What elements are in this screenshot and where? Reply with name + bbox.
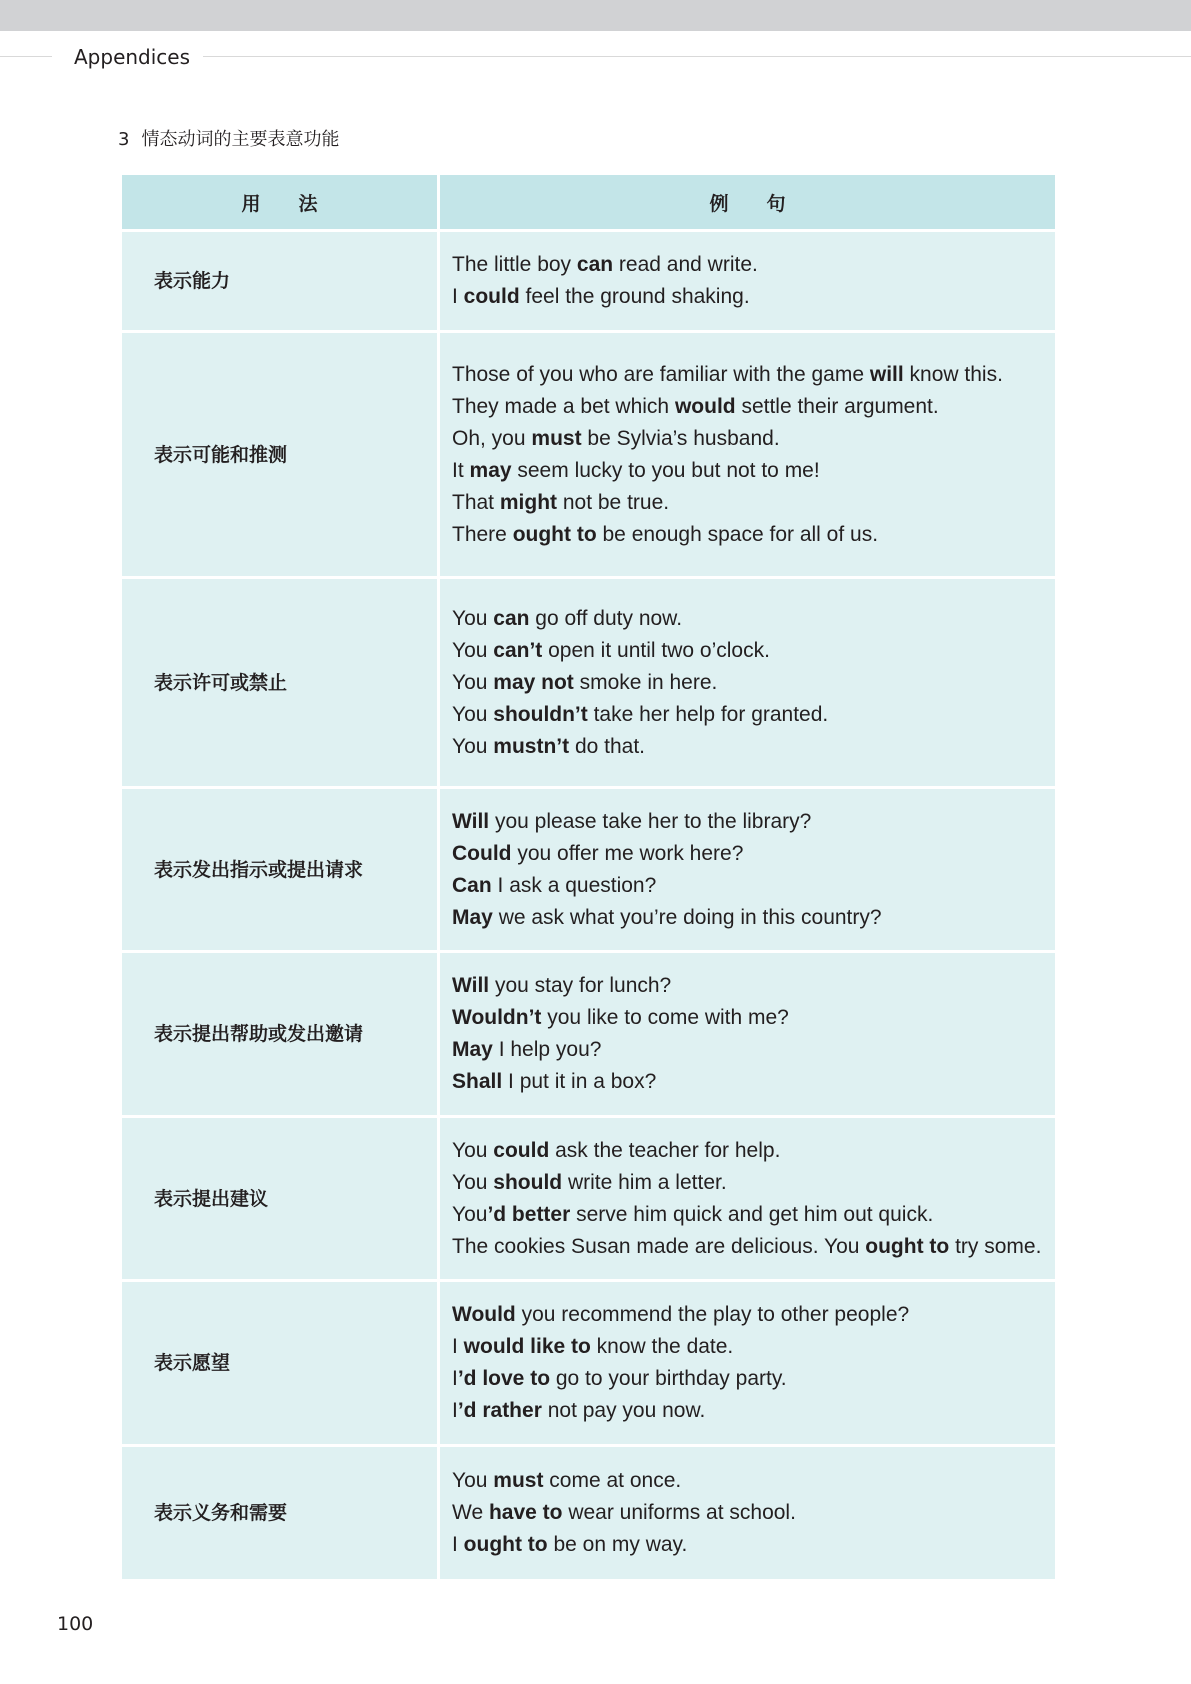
table-header-row xyxy=(121,174,1057,231)
modal-verb: can xyxy=(576,253,614,276)
sentence-text: I put it in a box? xyxy=(502,1070,657,1093)
example-sentence xyxy=(452,870,1055,902)
sentence-text: The little boy xyxy=(452,253,577,276)
sentence-text: you recommend the play to other people? xyxy=(515,1303,910,1326)
sentence-text: I ask a question? xyxy=(491,873,657,897)
example-sentence xyxy=(452,1497,1055,1529)
sentence-text: write him a letter. xyxy=(562,1170,727,1194)
usage-cell: 表示愿望 xyxy=(121,1281,439,1446)
modal-verb: can xyxy=(493,606,530,630)
sentence-text: open it until two o’clock. xyxy=(542,638,770,662)
modal-verb: can’t xyxy=(493,638,543,662)
sentence-text: Oh, you xyxy=(452,426,532,450)
modal-verb: Would xyxy=(452,1303,516,1326)
modal-verb: Will xyxy=(452,974,490,997)
sentence-text: You xyxy=(452,638,494,662)
modal-verb: Can xyxy=(452,873,492,897)
table-row xyxy=(121,231,1057,332)
example-sentence xyxy=(452,1167,1055,1199)
sentence-text: go to your birthday party. xyxy=(550,1367,787,1390)
example-sentence xyxy=(452,806,1055,838)
example-sentence xyxy=(452,249,1055,281)
table-row xyxy=(121,952,1057,1117)
example-sentence xyxy=(452,1199,1055,1231)
modal-verbs-table xyxy=(119,172,1058,1582)
modal-verb: could xyxy=(463,285,520,308)
modal-verb: shouldn’t xyxy=(493,702,588,726)
modal-verb: ought to xyxy=(463,1533,548,1556)
sentence-text: That xyxy=(452,490,500,514)
modal-verb: May xyxy=(452,905,493,929)
sentence-text: not pay you now. xyxy=(541,1399,706,1422)
sentence-text: read and write. xyxy=(613,253,758,276)
example-sentence xyxy=(452,838,1055,870)
sentence-text: smoke in here. xyxy=(573,670,718,694)
sentence-text: You xyxy=(452,1170,494,1194)
sentence-text: You xyxy=(452,1138,494,1162)
modal-verb: ’d rather xyxy=(457,1399,542,1422)
modal-verb: Could xyxy=(452,841,512,865)
example-sentence xyxy=(452,1034,1055,1066)
examples-cell xyxy=(439,578,1057,788)
sentence-text: We xyxy=(452,1501,489,1524)
sentence-text: You xyxy=(452,670,494,694)
examples-cell xyxy=(439,332,1057,578)
sentence-text: The cookies Susan made are delicious. You xyxy=(452,1234,866,1258)
example-sentence xyxy=(452,1299,1055,1331)
example-sentence xyxy=(452,1331,1055,1363)
sentence-text: seem lucky to you but not to me! xyxy=(511,458,820,482)
sentence-text: I xyxy=(452,1367,458,1390)
sentence-text: be enough space for all of us. xyxy=(596,522,879,546)
usage-cell: 表示许可或禁止 xyxy=(121,578,439,788)
modal-verb: ought to xyxy=(865,1234,950,1258)
table-row xyxy=(121,1281,1057,1446)
example-sentence xyxy=(452,423,1055,455)
sentence-text: ask the teacher for help. xyxy=(549,1138,781,1162)
example-sentence xyxy=(452,970,1055,1002)
modal-verb: would xyxy=(674,394,736,418)
sentence-text: I xyxy=(452,1399,458,1422)
modal-verb: must xyxy=(531,426,582,450)
usage-cell: 表示义务和需要 xyxy=(121,1446,439,1581)
sentence-text: settle their argument. xyxy=(735,394,939,418)
sentence-text: take her help for granted. xyxy=(587,702,829,726)
sentence-text: You xyxy=(452,1469,494,1492)
sentence-text: You xyxy=(452,606,494,630)
modal-verb: would like to xyxy=(463,1335,591,1358)
examples-cell xyxy=(439,1281,1057,1446)
sentence-text: try some. xyxy=(949,1234,1042,1258)
sentence-text: I xyxy=(452,285,464,308)
sentence-text: feel the ground shaking. xyxy=(519,285,750,308)
modal-verb: should xyxy=(493,1170,563,1194)
sentence-text: you offer me work here? xyxy=(511,841,744,865)
sentence-text: They made a bet which xyxy=(452,394,675,418)
usage-cell: 表示提出帮助或发出邀请 xyxy=(121,952,439,1117)
sentence-text: wear uniforms at school. xyxy=(562,1501,796,1524)
example-sentence xyxy=(452,1363,1055,1395)
sentence-text: you stay for lunch? xyxy=(489,974,672,997)
sentence-text: You xyxy=(452,702,494,726)
table-row xyxy=(121,332,1057,578)
sentence-text: be Sylvia’s husband. xyxy=(581,426,780,450)
example-sentence xyxy=(452,635,1055,667)
example-sentence xyxy=(452,1465,1055,1497)
examples-column-header: 例 句 xyxy=(439,174,1057,231)
usage-cell: 表示能力 xyxy=(121,231,439,332)
modal-verb: will xyxy=(869,362,904,386)
usage-cell: 表示可能和推测 xyxy=(121,332,439,578)
modal-verb: mustn’t xyxy=(493,734,570,758)
example-sentence xyxy=(452,1002,1055,1034)
modal-verb: Wouldn’t xyxy=(452,1006,542,1029)
top-band xyxy=(0,0,1191,31)
modal-verb: ’d love to xyxy=(457,1367,551,1390)
modal-verb: ought to xyxy=(512,522,597,546)
example-sentence xyxy=(452,603,1055,635)
table-row xyxy=(121,1446,1057,1581)
example-sentence xyxy=(452,391,1055,423)
sentence-text: There xyxy=(452,522,513,546)
example-sentence xyxy=(452,519,1055,551)
sentence-text: come at once. xyxy=(543,1469,682,1492)
usage-cell: 表示发出指示或提出请求 xyxy=(121,788,439,952)
sentence-text: You xyxy=(452,734,494,758)
modal-verb: May xyxy=(452,1038,493,1061)
sentence-text: Those of you who are familiar with the game xyxy=(452,362,870,386)
section-number: 3 xyxy=(118,129,130,150)
examples-cell xyxy=(439,231,1057,332)
example-sentence xyxy=(452,359,1055,391)
example-sentence xyxy=(452,1529,1055,1561)
modal-verb: have to xyxy=(488,1501,563,1524)
sentence-text: you like to come with me? xyxy=(541,1006,789,1029)
examples-cell xyxy=(439,1117,1057,1281)
table-row xyxy=(121,788,1057,952)
modal-verb: Will xyxy=(452,809,490,833)
example-sentence xyxy=(452,487,1055,519)
modal-verb: may not xyxy=(493,670,574,694)
sentence-text: It xyxy=(452,458,470,482)
modal-verb: must xyxy=(493,1469,544,1492)
sentence-text: I xyxy=(452,1533,464,1556)
example-sentence xyxy=(452,281,1055,313)
examples-cell xyxy=(439,1446,1057,1581)
table-row xyxy=(121,1117,1057,1281)
example-sentence xyxy=(452,699,1055,731)
page-number: 100 xyxy=(57,1613,94,1635)
sentence-text: know this. xyxy=(903,362,1003,386)
example-sentence xyxy=(452,1395,1055,1427)
table-row xyxy=(121,578,1057,788)
sentence-text: we ask what you’re doing in this country? xyxy=(492,905,882,929)
modal-verb: ’d better xyxy=(487,1202,571,1226)
modal-verb: could xyxy=(493,1138,550,1162)
sentence-text: do that. xyxy=(569,734,645,758)
sentence-text: I xyxy=(452,1335,464,1358)
sentence-text: know the date. xyxy=(590,1335,734,1358)
modal-verb: might xyxy=(499,490,558,514)
example-sentence xyxy=(452,455,1055,487)
example-sentence xyxy=(452,1135,1055,1167)
modal-verb: Shall xyxy=(452,1070,503,1093)
header-rule-right xyxy=(203,56,1191,57)
examples-cell xyxy=(439,788,1057,952)
usage-column-header: 用 法 xyxy=(121,174,439,231)
examples-cell xyxy=(439,952,1057,1117)
section-heading xyxy=(118,127,339,153)
sentence-text: not be true. xyxy=(557,490,670,514)
header-rule-left xyxy=(0,56,52,57)
sentence-text: I help you? xyxy=(492,1038,602,1061)
modal-verb: may xyxy=(469,458,512,482)
example-sentence xyxy=(452,667,1055,699)
sentence-text: serve him quick and get him out quick. xyxy=(570,1202,934,1226)
section-title: 情态动词的主要表意功能 xyxy=(141,129,340,150)
usage-cell: 表示提出建议 xyxy=(121,1117,439,1281)
example-sentence xyxy=(452,1066,1055,1098)
example-sentence xyxy=(452,1231,1055,1263)
sentence-text: be on my way. xyxy=(547,1533,688,1556)
sentence-text: you please take her to the library? xyxy=(489,809,812,833)
sentence-text: go off duty now. xyxy=(529,606,683,630)
example-sentence xyxy=(452,731,1055,763)
running-head: Appendices xyxy=(74,45,191,69)
example-sentence xyxy=(452,902,1055,934)
sentence-text: You xyxy=(452,1202,488,1226)
